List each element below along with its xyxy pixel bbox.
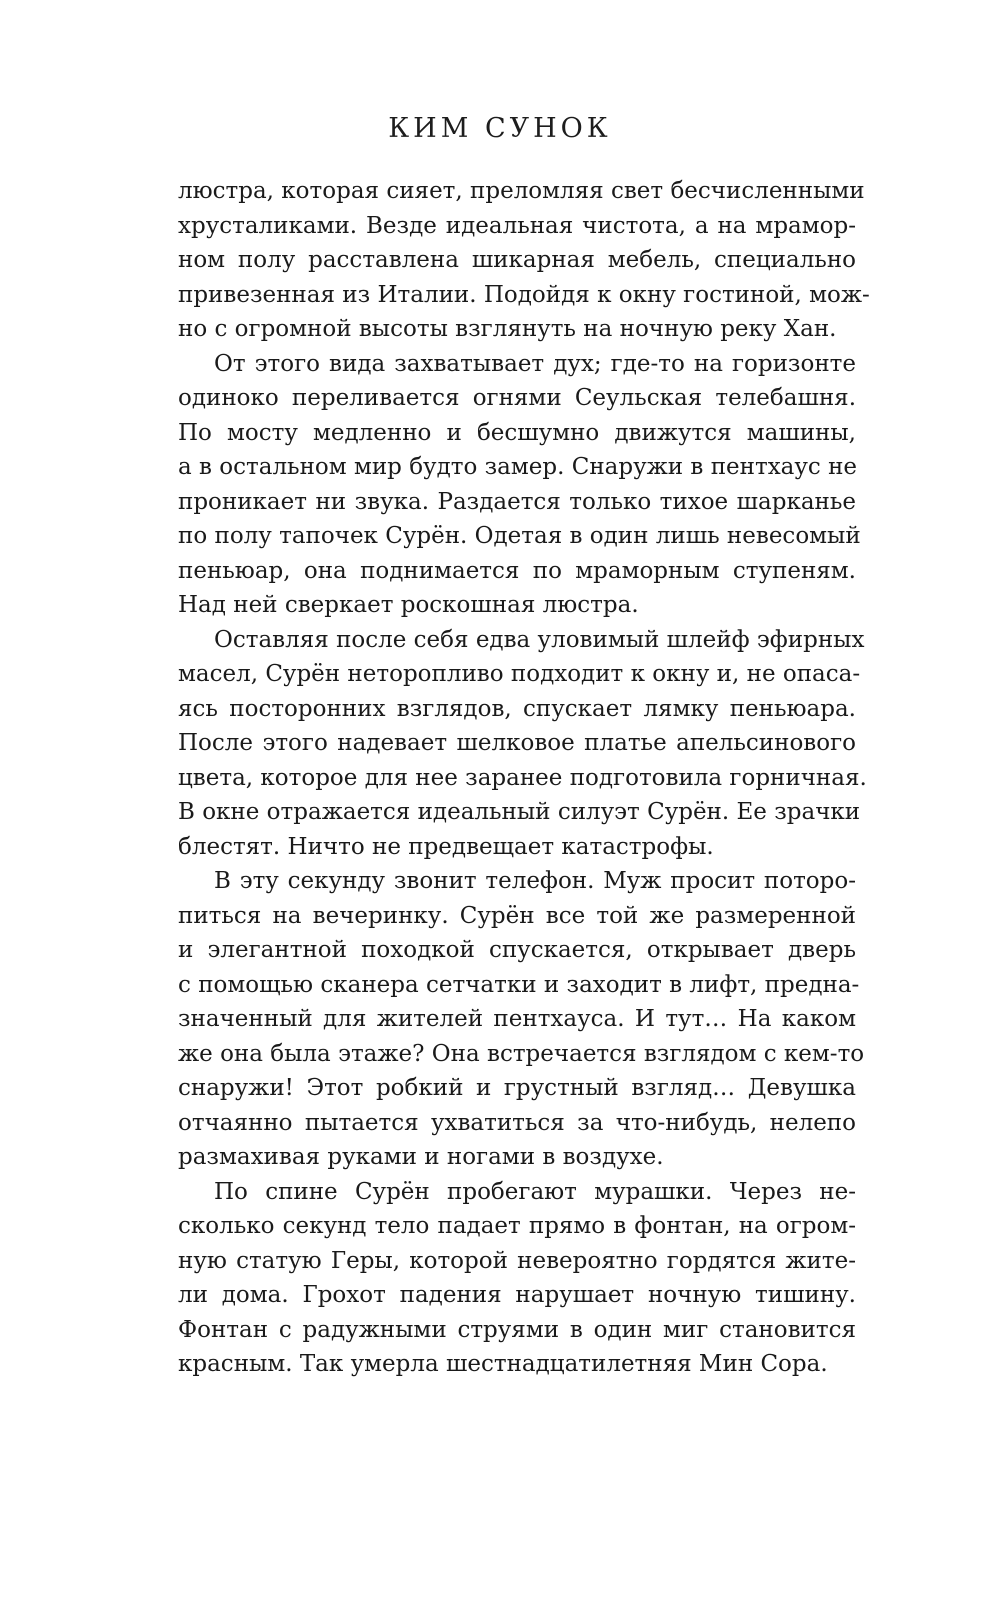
text-line: По мосту медленно и бесшумно движутся машины, xyxy=(178,419,856,446)
text-line: По спине Сурён пробегают мурашки. Через не- xyxy=(214,1178,856,1205)
text-line: Фонтан с радужными струями в один миг становится xyxy=(178,1316,856,1343)
text-line: питься на вечеринку. Сурён все той же размеренной xyxy=(178,902,856,929)
paragraph-2 xyxy=(178,347,861,623)
text-line: проникает ни звука. Раздается только тихое шарканье xyxy=(178,488,856,515)
text-line: После этого надевает шелковое платье апельсинового xyxy=(178,730,856,756)
text-line: ли дома. Грохот падения нарушает ночную тишину. xyxy=(178,1282,856,1308)
text-line: значенный для жителей пентхауса. И тут… На каком xyxy=(178,1006,856,1032)
text-line: ную статую Геры, которой невероятно гордятся жите- xyxy=(178,1247,856,1274)
body-text xyxy=(178,174,870,1382)
text-line: снаружи! Этот робкий и грустный взгляд… Девушка xyxy=(178,1075,856,1101)
text-line: а в остальном мир будто замер. Снаружи в пентхаус не xyxy=(178,454,858,480)
text-line: красным. Так умерла шестнадцатилетняя Мин Сора. xyxy=(178,1351,828,1377)
text-line: цвета, которое для нее заранее подготовила горничная. xyxy=(178,764,867,791)
text-line: размахивая руками и ногами в воздухе. xyxy=(178,1144,664,1170)
text-line: привезенная из Италии. Подойдя к окну гостиной, мож- xyxy=(178,281,870,308)
text-line: же она была этаже? Она встречается взглядом с кем-то xyxy=(178,1040,865,1067)
paragraph-3 xyxy=(178,623,867,865)
text-line: люстра, которая сияет, преломляя свет бесчисленными xyxy=(178,178,865,204)
text-line: с помощью сканера сетчатки и заходит в лифт, предна- xyxy=(178,971,860,998)
text-line: Над ней сверкает роскошная люстра. xyxy=(178,592,639,618)
paragraph-5 xyxy=(178,1175,856,1382)
text-line: ясь посторонних взглядов, спускает лямку пеньюара. xyxy=(178,695,856,722)
paragraph-4 xyxy=(178,864,865,1175)
text-line: сколько секунд тело падает прямо в фонтан, на огром- xyxy=(178,1213,856,1239)
text-line: масел, Сурён неторопливо подходит к окну и, не опаса- xyxy=(178,661,861,687)
text-line: пеньюар, она поднимается по мраморным ступеням. xyxy=(178,557,856,584)
text-line: одиноко переливается огнями Сеульская телебашня. xyxy=(178,385,856,411)
text-line: но с огромной высоты взглянуть на ночную реку Хан. xyxy=(178,316,837,342)
text-line: блестят. Ничто не предвещает катастрофы. xyxy=(178,833,714,860)
text-line: по полу тапочек Сурён. Одетая в один лишь невесомый xyxy=(178,523,861,549)
text-line: и элегантной походкой спускается, открывает дверь xyxy=(178,937,856,963)
text-line: отчаянно пытается ухватиться за что-нибудь, нелепо xyxy=(178,1109,856,1136)
paragraph-1 xyxy=(178,174,870,347)
text-line: От этого вида захватывает дух; где-то на горизонте xyxy=(214,350,856,377)
text-line: ном полу расставлена шикарная мебель, специально xyxy=(178,247,856,273)
running-head-author: КИМ СУНОК xyxy=(388,113,612,144)
text-line: хрусталиками. Везде идеальная чистота, а на мрамор- xyxy=(178,212,856,239)
text-line: Оставляя после себя едва уловимый шлейф эфирных xyxy=(214,626,865,653)
text-line: В эту секунду звонит телефон. Муж просит поторо- xyxy=(214,868,856,894)
text-line: В окне отражается идеальный силуэт Сурён. Ее зрачки xyxy=(178,799,861,825)
